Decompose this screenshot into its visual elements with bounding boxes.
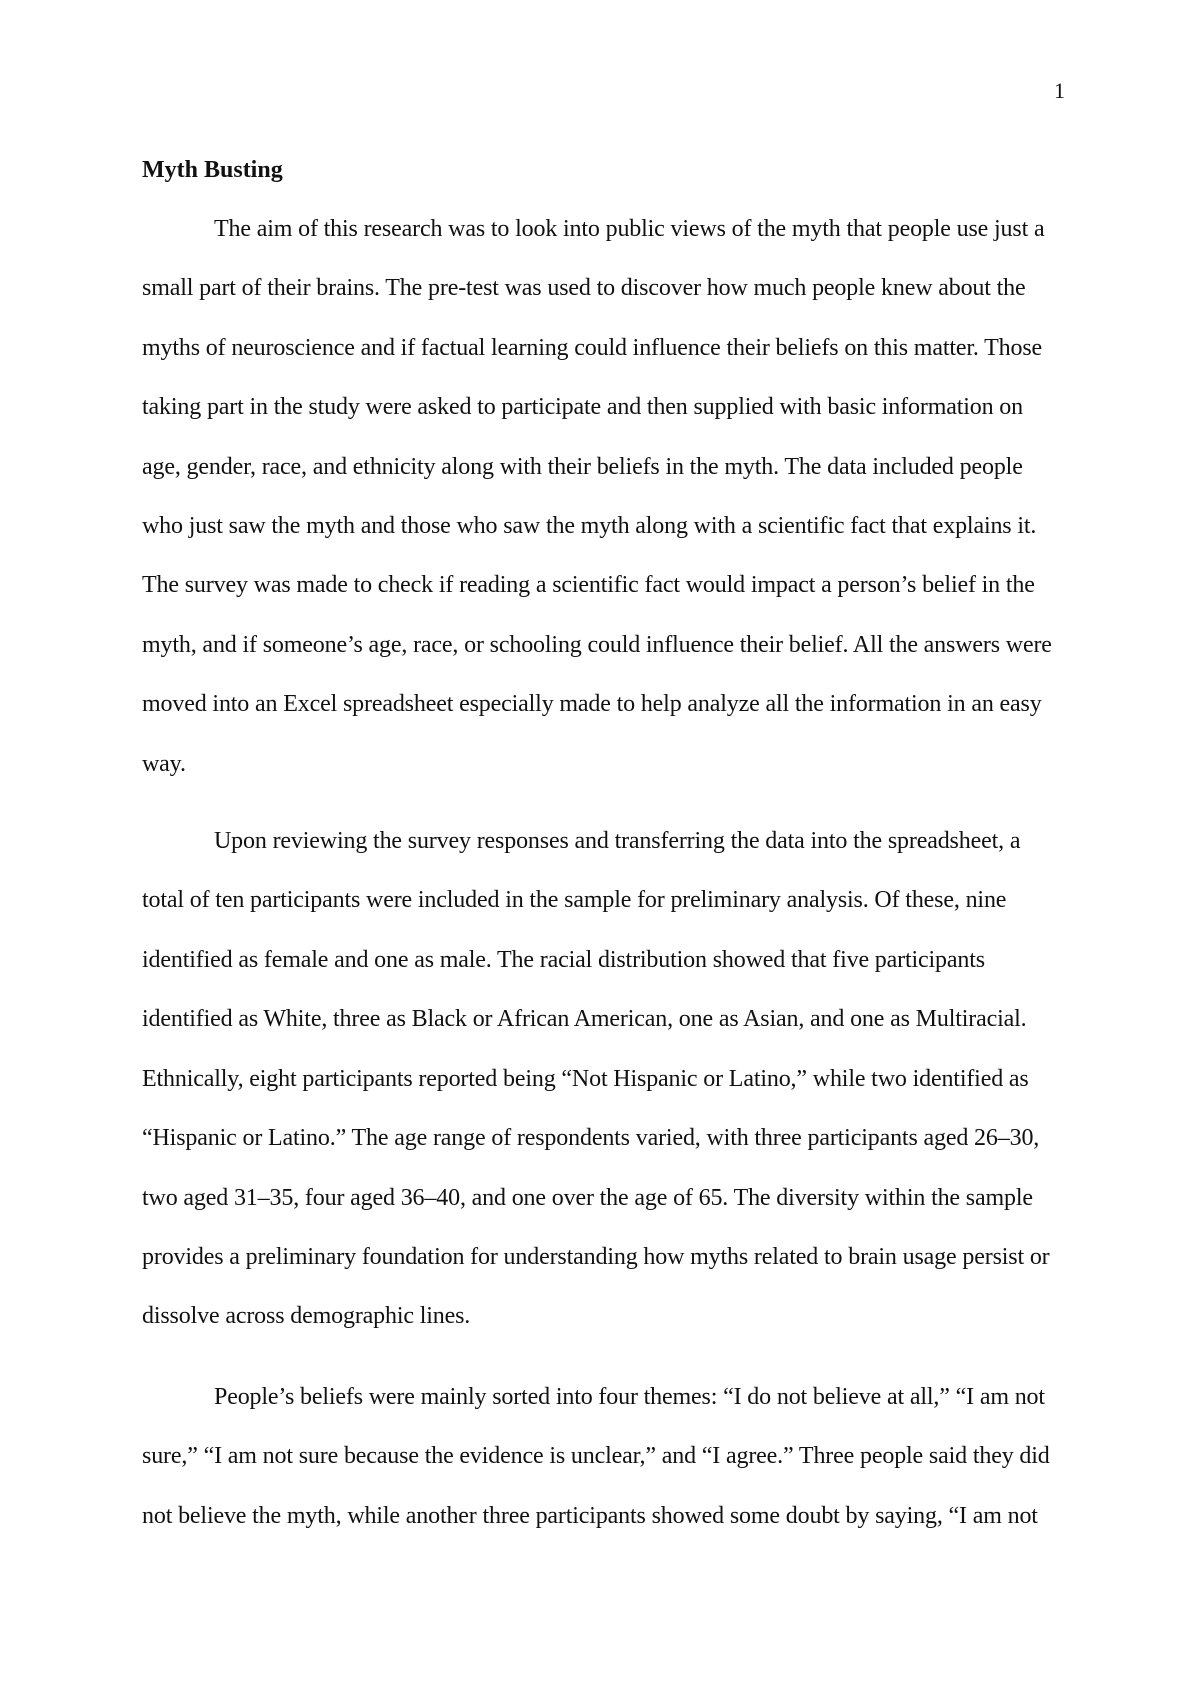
document-body: [142, 152, 1062, 1546]
page-number: 1: [1054, 78, 1065, 103]
document-title: Myth Busting: [142, 157, 283, 183]
paragraph-study-aim: The aim of this research was to look into public views of the myth that people use just a small part of their brains. The pre-test was used to discover how much people knew about the myths of neuroscience and if factual learning could influence their beliefs on this matter. Those taking part in the study were asked to participate and then supplied with basic information on age, gender, race, and ethnicity along with their beliefs in the myth. The data included people who just saw the myth and those who saw the myth along with a scientific fact that explains it. The survey was made to check if reading a scientific fact would impact a person’s belief in the myth, and if someone’s age, race, or schooling could influence their belief. All the answers were moved into an Excel spreadsheet especially made to help analyze all the information in an easy way.: [142, 216, 1052, 777]
paragraph-belief-themes: People’s beliefs were mainly sorted into four themes: “I do not believe at all,” “I am not sure,” “I am not sure because the evidence is unclear,” and “I agree.” Three people said they did not believe the myth, while another three participants showed some doubt by saying, “I am not: [142, 1383, 1050, 1529]
paragraph-participants: Upon reviewing the survey responses and transferring the data into the spreadsheet, a total of ten participants were included in the sample for preliminary analysis. Of these, nine identified as female and one as male. The racial distribution showed that five participants identified as White, three as Black or African American, one as Asian, and one as Multiracial. Ethnically, eight participants reported being “Not Hispanic or Latino,” while two identified as “Hispanic or Latino.” The age range of respondents varied, with three participants aged 26–30, two aged 31–35, four aged 36–40, and one over the age of 65. The diversity within the sample provides a preliminary foundation for understanding how myths related to brain usage persist or dissolve across demographic lines.: [142, 828, 1050, 1330]
